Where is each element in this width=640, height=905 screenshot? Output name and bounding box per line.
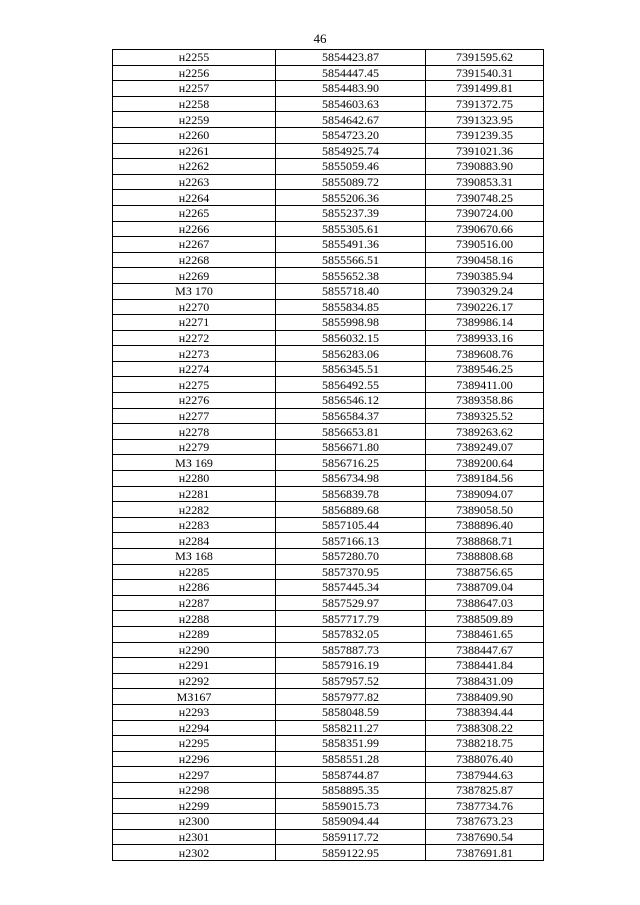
table-row — [113, 346, 544, 362]
table-row — [113, 237, 544, 253]
y-coordinate-cell: 7388394.44 — [426, 704, 544, 720]
x-coordinate-cell: 5856546.12 — [276, 393, 426, 409]
y-coordinate-cell: 7391021.36 — [426, 143, 544, 159]
point-id-cell: МЗ 169 — [113, 455, 276, 471]
table-row — [113, 393, 544, 409]
table-row — [113, 502, 544, 518]
point-id-cell: н2299 — [113, 798, 276, 814]
x-coordinate-cell: 5856716.25 — [276, 455, 426, 471]
table-row — [113, 486, 544, 502]
x-coordinate-cell: 5856283.06 — [276, 346, 426, 362]
x-coordinate-cell: 5855566.51 — [276, 252, 426, 268]
table-row — [113, 159, 544, 175]
point-id-cell: н2269 — [113, 268, 276, 284]
table-row — [113, 221, 544, 237]
x-coordinate-cell: 5856839.78 — [276, 486, 426, 502]
point-id-cell: н2302 — [113, 845, 276, 861]
point-id-cell: н2283 — [113, 517, 276, 533]
y-coordinate-cell: 7390670.66 — [426, 221, 544, 237]
point-id-cell: н2290 — [113, 642, 276, 658]
table-row — [113, 81, 544, 97]
x-coordinate-cell: 5858895.35 — [276, 782, 426, 798]
x-coordinate-cell: 5857916.19 — [276, 658, 426, 674]
y-coordinate-cell: 7387734.76 — [426, 798, 544, 814]
x-coordinate-cell: 5854423.87 — [276, 50, 426, 66]
table-row — [113, 642, 544, 658]
x-coordinate-cell: 5858211.27 — [276, 720, 426, 736]
table-row — [113, 845, 544, 861]
point-id-cell: н2281 — [113, 486, 276, 502]
table-row — [113, 299, 544, 315]
point-id-cell: н2287 — [113, 595, 276, 611]
table-row — [113, 736, 544, 752]
point-id-cell: н2256 — [113, 65, 276, 81]
table-row — [113, 549, 544, 565]
y-coordinate-cell: 7389358.86 — [426, 393, 544, 409]
x-coordinate-cell: 5854603.63 — [276, 96, 426, 112]
table-row — [113, 65, 544, 81]
point-id-cell: н2267 — [113, 237, 276, 253]
x-coordinate-cell: 5855305.61 — [276, 221, 426, 237]
x-coordinate-cell: 5856653.81 — [276, 424, 426, 440]
point-id-cell: н2297 — [113, 767, 276, 783]
point-id-cell: н2278 — [113, 424, 276, 440]
table-row — [113, 564, 544, 580]
y-coordinate-cell: 7387673.23 — [426, 814, 544, 830]
point-id-cell: н2272 — [113, 330, 276, 346]
table-row — [113, 455, 544, 471]
x-coordinate-cell: 5854925.74 — [276, 143, 426, 159]
table-row — [113, 174, 544, 190]
coordinates-table-body — [113, 50, 544, 861]
point-id-cell: н2265 — [113, 205, 276, 221]
table-row — [113, 533, 544, 549]
y-coordinate-cell: 7387690.54 — [426, 829, 544, 845]
point-id-cell: н2263 — [113, 174, 276, 190]
point-id-cell: н2277 — [113, 408, 276, 424]
point-id-cell: н2279 — [113, 439, 276, 455]
point-id-cell: н2289 — [113, 626, 276, 642]
y-coordinate-cell: 7389184.56 — [426, 471, 544, 487]
y-coordinate-cell: 7391323.95 — [426, 112, 544, 128]
table-row — [113, 143, 544, 159]
y-coordinate-cell: 7389058.50 — [426, 502, 544, 518]
x-coordinate-cell: 5857370.95 — [276, 564, 426, 580]
table-row — [113, 268, 544, 284]
table-row — [113, 626, 544, 642]
x-coordinate-cell: 5854642.67 — [276, 112, 426, 128]
x-coordinate-cell: 5855718.40 — [276, 283, 426, 299]
x-coordinate-cell: 5855652.38 — [276, 268, 426, 284]
x-coordinate-cell: 5857717.79 — [276, 611, 426, 627]
y-coordinate-cell: 7388509.89 — [426, 611, 544, 627]
x-coordinate-cell: 5856889.68 — [276, 502, 426, 518]
table-row — [113, 767, 544, 783]
table-row — [113, 689, 544, 705]
table-row — [113, 720, 544, 736]
y-coordinate-cell: 7388808.68 — [426, 549, 544, 565]
x-coordinate-cell: 5859094.44 — [276, 814, 426, 830]
y-coordinate-cell: 7390724.00 — [426, 205, 544, 221]
point-id-cell: н2268 — [113, 252, 276, 268]
y-coordinate-cell: 7387691.81 — [426, 845, 544, 861]
y-coordinate-cell: 7390385.94 — [426, 268, 544, 284]
y-coordinate-cell: 7389933.16 — [426, 330, 544, 346]
x-coordinate-cell: 5857445.34 — [276, 580, 426, 596]
point-id-cell: н2257 — [113, 81, 276, 97]
page-number: 46 — [313, 31, 327, 46]
y-coordinate-cell: 7388868.71 — [426, 533, 544, 549]
table-row — [113, 377, 544, 393]
x-coordinate-cell: 5855059.46 — [276, 159, 426, 175]
table-row — [113, 471, 544, 487]
y-coordinate-cell: 7388896.40 — [426, 517, 544, 533]
x-coordinate-cell: 5857977.82 — [276, 689, 426, 705]
table-row — [113, 704, 544, 720]
x-coordinate-cell: 5855206.36 — [276, 190, 426, 206]
y-coordinate-cell: 7389546.25 — [426, 361, 544, 377]
x-coordinate-cell: 5854723.20 — [276, 127, 426, 143]
y-coordinate-cell: 7388441.84 — [426, 658, 544, 674]
table-row — [113, 283, 544, 299]
table-row — [113, 814, 544, 830]
table-row — [113, 798, 544, 814]
table-row — [113, 50, 544, 66]
point-id-cell: н2282 — [113, 502, 276, 518]
x-coordinate-cell: 5858048.59 — [276, 704, 426, 720]
y-coordinate-cell: 7390883.90 — [426, 159, 544, 175]
y-coordinate-cell: 7390458.16 — [426, 252, 544, 268]
point-id-cell: н2259 — [113, 112, 276, 128]
point-id-cell: н2285 — [113, 564, 276, 580]
y-coordinate-cell: 7388447.67 — [426, 642, 544, 658]
y-coordinate-cell: 7389200.64 — [426, 455, 544, 471]
table-row — [113, 112, 544, 128]
y-coordinate-cell: 7388431.09 — [426, 673, 544, 689]
y-coordinate-cell: 7388308.22 — [426, 720, 544, 736]
point-id-cell: н2276 — [113, 393, 276, 409]
y-coordinate-cell: 7388076.40 — [426, 751, 544, 767]
point-id-cell: н2291 — [113, 658, 276, 674]
table-row — [113, 658, 544, 674]
y-coordinate-cell: 7388647.03 — [426, 595, 544, 611]
y-coordinate-cell: 7390329.24 — [426, 283, 544, 299]
x-coordinate-cell: 5857887.73 — [276, 642, 426, 658]
x-coordinate-cell: 5854483.90 — [276, 81, 426, 97]
point-id-cell: н2264 — [113, 190, 276, 206]
point-id-cell: н2294 — [113, 720, 276, 736]
y-coordinate-cell: 7390226.17 — [426, 299, 544, 315]
x-coordinate-cell: 5856492.55 — [276, 377, 426, 393]
point-id-cell: н2266 — [113, 221, 276, 237]
point-id-cell: н2271 — [113, 315, 276, 331]
x-coordinate-cell: 5855491.36 — [276, 237, 426, 253]
table-row — [113, 580, 544, 596]
point-id-cell: МЗ 170 — [113, 283, 276, 299]
table-row — [113, 96, 544, 112]
point-id-cell: н2295 — [113, 736, 276, 752]
point-id-cell: н2298 — [113, 782, 276, 798]
table-row — [113, 673, 544, 689]
point-id-cell: МЗ167 — [113, 689, 276, 705]
y-coordinate-cell: 7389325.52 — [426, 408, 544, 424]
x-coordinate-cell: 5856584.37 — [276, 408, 426, 424]
point-id-cell: н2284 — [113, 533, 276, 549]
point-id-cell: н2300 — [113, 814, 276, 830]
y-coordinate-cell: 7388709.04 — [426, 580, 544, 596]
x-coordinate-cell: 5859015.73 — [276, 798, 426, 814]
point-id-cell: н2288 — [113, 611, 276, 627]
table-row — [113, 517, 544, 533]
point-id-cell: н2273 — [113, 346, 276, 362]
point-id-cell: н2301 — [113, 829, 276, 845]
point-id-cell: н2280 — [113, 471, 276, 487]
table-row — [113, 439, 544, 455]
table-row — [113, 330, 544, 346]
y-coordinate-cell: 7387825.87 — [426, 782, 544, 798]
table-row — [113, 361, 544, 377]
table-row — [113, 127, 544, 143]
table-row — [113, 408, 544, 424]
y-coordinate-cell: 7391540.31 — [426, 65, 544, 81]
x-coordinate-cell: 5857832.05 — [276, 626, 426, 642]
x-coordinate-cell: 5856345.51 — [276, 361, 426, 377]
y-coordinate-cell: 7387944.63 — [426, 767, 544, 783]
y-coordinate-cell: 7391595.62 — [426, 50, 544, 66]
point-id-cell: н2296 — [113, 751, 276, 767]
table-row — [113, 190, 544, 206]
x-coordinate-cell: 5857529.97 — [276, 595, 426, 611]
y-coordinate-cell: 7390748.25 — [426, 190, 544, 206]
x-coordinate-cell: 5857957.52 — [276, 673, 426, 689]
y-coordinate-cell: 7389411.00 — [426, 377, 544, 393]
x-coordinate-cell: 5857280.70 — [276, 549, 426, 565]
y-coordinate-cell: 7391239.35 — [426, 127, 544, 143]
point-id-cell: н2255 — [113, 50, 276, 66]
point-id-cell: МЗ 168 — [113, 549, 276, 565]
x-coordinate-cell: 5854447.45 — [276, 65, 426, 81]
y-coordinate-cell: 7389608.76 — [426, 346, 544, 362]
x-coordinate-cell: 5856032.15 — [276, 330, 426, 346]
y-coordinate-cell: 7389986.14 — [426, 315, 544, 331]
y-coordinate-cell: 7388756.65 — [426, 564, 544, 580]
y-coordinate-cell: 7391499.81 — [426, 81, 544, 97]
table-row — [113, 315, 544, 331]
table-row — [113, 782, 544, 798]
x-coordinate-cell: 5857166.13 — [276, 533, 426, 549]
table-row — [113, 595, 544, 611]
point-id-cell: н2258 — [113, 96, 276, 112]
y-coordinate-cell: 7389094.07 — [426, 486, 544, 502]
x-coordinate-cell: 5856734.98 — [276, 471, 426, 487]
point-id-cell: н2275 — [113, 377, 276, 393]
x-coordinate-cell: 5859117.72 — [276, 829, 426, 845]
y-coordinate-cell: 7390516.00 — [426, 237, 544, 253]
point-id-cell: н2293 — [113, 704, 276, 720]
y-coordinate-cell: 7390853.31 — [426, 174, 544, 190]
x-coordinate-cell: 5856671.80 — [276, 439, 426, 455]
table-row — [113, 611, 544, 627]
x-coordinate-cell: 5857105.44 — [276, 517, 426, 533]
y-coordinate-cell: 7388409.90 — [426, 689, 544, 705]
x-coordinate-cell: 5858551.28 — [276, 751, 426, 767]
point-id-cell: н2260 — [113, 127, 276, 143]
x-coordinate-cell: 5855237.39 — [276, 205, 426, 221]
point-id-cell: н2262 — [113, 159, 276, 175]
point-id-cell: н2274 — [113, 361, 276, 377]
point-id-cell: н2286 — [113, 580, 276, 596]
y-coordinate-cell: 7388461.65 — [426, 626, 544, 642]
point-id-cell: н2270 — [113, 299, 276, 315]
y-coordinate-cell: 7388218.75 — [426, 736, 544, 752]
x-coordinate-cell: 5858744.87 — [276, 767, 426, 783]
table-row — [113, 205, 544, 221]
point-id-cell: н2292 — [113, 673, 276, 689]
table-row — [113, 829, 544, 845]
table-row — [113, 424, 544, 440]
x-coordinate-cell: 5859122.95 — [276, 845, 426, 861]
y-coordinate-cell: 7389263.62 — [426, 424, 544, 440]
table-row — [113, 751, 544, 767]
x-coordinate-cell: 5855998.98 — [276, 315, 426, 331]
table-row — [113, 252, 544, 268]
y-coordinate-cell: 7389249.07 — [426, 439, 544, 455]
coordinates-table — [112, 49, 544, 861]
x-coordinate-cell: 5855089.72 — [276, 174, 426, 190]
x-coordinate-cell: 5855834.85 — [276, 299, 426, 315]
x-coordinate-cell: 5858351.99 — [276, 736, 426, 752]
point-id-cell: н2261 — [113, 143, 276, 159]
y-coordinate-cell: 7391372.75 — [426, 96, 544, 112]
